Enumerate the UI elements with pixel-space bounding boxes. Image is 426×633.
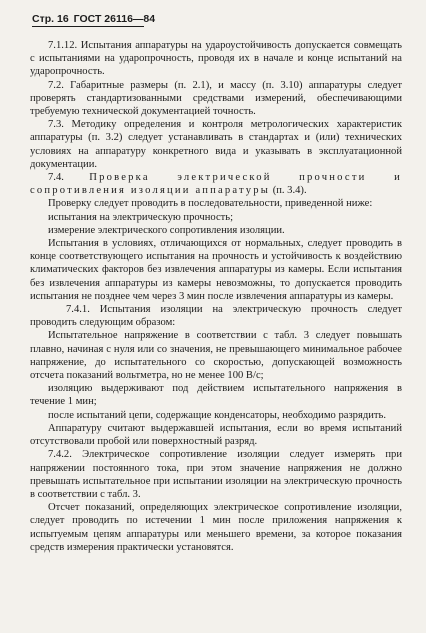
paragraph-7-1-12: 7.1.12. Испытания аппаратуры на удароустойчивость допускается совмещать с испытаниями на ударопрочность, проводя их в начале и конце испытаний на ударопрочность. [30, 40, 402, 78]
paragraph-7-4-2: 7.4.2. Электрическое сопротивление изоляции следует измерять при напряжении постоянного тока, при этом значение напряжения не должно превышать испытательное при испытании изоляции на электрическую прочность в соответствии с табл. 3. [30, 449, 402, 500]
paragraph-discharge: после испытаний цепи, содержащие конденсаторы, необходимо разрядить. [48, 409, 386, 421]
paragraph-7-2: 7.2. Габаритные размеры (п. 2.1), и массу (п. 3.10) аппаратуры следует проверять стандартизованными средствами измерений, обеспечивающими требуемую технической документацией точность. [30, 79, 402, 118]
page-number: Стр. 16 [32, 13, 69, 25]
list-item-strength: испытания на электрическую прочность; [48, 211, 234, 223]
page-header [32, 13, 156, 27]
paragraph-reading: Отсчет показаний, определяющих электрическое сопротивление изоляции, следует проводить по истечении 1 мин после приложения напряжения к испытуемым цепям аппаратуры или меньшего времени, за которое показания средств измерения практически установятся. [30, 502, 402, 553]
paragraph-order: Проверку следует проводить в последовательности, приведенной ниже: [48, 198, 373, 210]
paragraph-hold: изоляцию выдерживают под действием испытательного напряжения в течение 1 мин; [30, 383, 402, 408]
document-body [30, 39, 402, 554]
paragraph-7-4-1: 7.4.1. Испытания изоляции на электрическую прочность следует проводить следующим образом: [30, 304, 402, 329]
section-title: Проверка электрической прочности и сопротивления изоляции аппаратуры [30, 172, 402, 197]
section-number: 7.4. [48, 172, 64, 184]
list-item-resistance: измерение электрического сопротивления изоляции. [48, 224, 285, 236]
paragraph-conditions: Испытания в условиях, отличающихся от нормальных, следует проводить в конце соответствующего испытания на прочность и устойчивость к воздействию климатических факторов без извлечения аппаратуры из камеры. Если испытания без извлечения аппаратуры из камеры невозможны, то допускается проводить испытания не позднее чем через 3 мин после извлечения аппаратуры из камеры. [30, 238, 402, 302]
paragraph-7-3: 7.3. Методику определения и контроля метрологических характеристик аппаратуры (п. 3.2) следует устанавливать в стандартах и (или) технических условиях на аппаратуру конкретного вида и указывать в эксплуатационной документации. [30, 119, 402, 170]
paragraph-passed: Аппаратуру считают выдержавшей испытания, если во время испытаний отсутствовали пробой или поверхностный разряд. [30, 422, 402, 448]
standard-number: ГОСТ 26116—84 [73, 13, 156, 25]
section-heading-7-4 [30, 171, 402, 197]
section-reference: (п. 3.4). [272, 185, 307, 197]
paragraph-voltage: Испытательное напряжение в соответствии с табл. 3 следует повышать плавно, начиная с нуля или со значения, не превышающего минимальное рабочее напряжение, до испытательного со скоростью, допускающей возможность отсчета показаний вольтметра, но не менее 100 В/с; [30, 330, 402, 382]
